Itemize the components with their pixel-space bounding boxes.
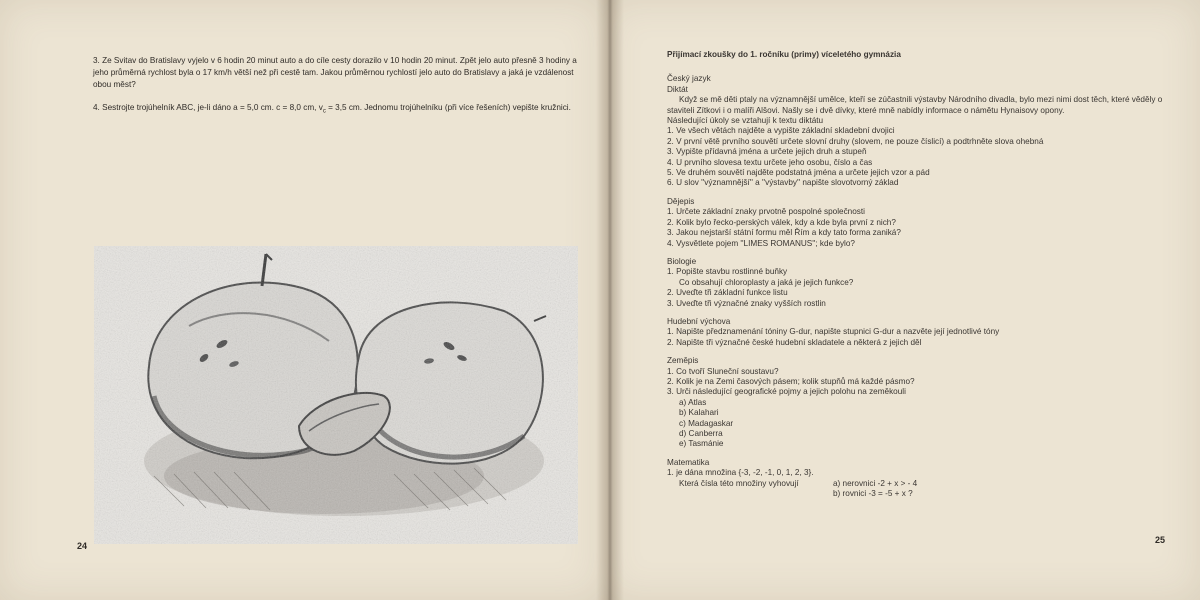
question-4-text-end: = 3,5 cm. Jednomu trojúhelníku (při více řešeních) vepište kružnici. bbox=[325, 103, 571, 112]
history-heading: Dějepis bbox=[667, 196, 695, 206]
page-title: Přijímací zkoušky do 1. ročníku (primy) víceletého gymnázia bbox=[667, 50, 901, 59]
czech-heading: Český jazyk bbox=[667, 74, 711, 84]
history-item: 2. Kolik bylo řecko-perských válek, kdy a kde byla první z nich? bbox=[667, 217, 896, 227]
czech-task: 1. Ve všech větách najděte a vypište základní skladební dvojici bbox=[667, 126, 895, 136]
czech-section bbox=[667, 74, 1167, 188]
music-item: 1. Napište předznamenání tóniny G-dur, napište stupnici G-dur a nazvěte její jednotlivé tóny bbox=[667, 327, 1000, 337]
dictation-text: Když se mě děti ptaly na významnější umělce, kteří se zúčastnili výstavby Národního divadla, bylo mezi nimi dost těch, které věděly o staviteli Zítkovi i o malíři Alšovi. Našly se i dvě dívky, které mně nabídly informace o námětu Hynaisovy opony. bbox=[667, 95, 1163, 115]
biology-item: 1. Popište stavbu rostlinné buňky bbox=[667, 267, 788, 277]
biology-item: 2. Uveďte tři základní funkce listu bbox=[667, 288, 788, 298]
question-4 bbox=[93, 102, 583, 118]
question-4-text: 4. Sestrojte trojúhelník ABC, je-li dáno a = 5,0 cm. c = 8,0 cm, v bbox=[93, 103, 323, 112]
apple-sketch-image bbox=[94, 246, 578, 544]
geography-subitem: e) Tasmánie bbox=[679, 439, 724, 449]
history-item: 1. Určete základní znaky prvotně pospolné společnosti bbox=[667, 207, 865, 217]
geography-subitem: c) Madagaskar bbox=[679, 418, 734, 428]
geography-item: 2. Kolik je na Zemi časových pásem; kolik stupňů má každé pásmo? bbox=[667, 376, 915, 386]
geography-item: 1. Co tvoří Sluneční soustavu? bbox=[667, 366, 779, 376]
page-number-left: 24 bbox=[77, 541, 88, 551]
biology-item: 3. Uveďte tři význačné znaky vyšších rostlin bbox=[667, 298, 826, 308]
biology-section bbox=[667, 257, 1167, 309]
height-subscript: c bbox=[322, 108, 326, 115]
math-section bbox=[667, 458, 1167, 500]
geography-section bbox=[667, 356, 1167, 450]
math-heading: Matematika bbox=[667, 457, 710, 467]
math-item-b: b) rovnici -3 = -5 + x ? bbox=[833, 489, 913, 499]
biology-heading: Biologie bbox=[667, 256, 697, 266]
right-page bbox=[603, 0, 1200, 600]
tasks-intro: Následující úkoly se vztahují k textu diktátu bbox=[667, 116, 824, 126]
czech-task: 4. U prvního slovesa textu určete jeho osobu, číslo a čas bbox=[667, 157, 873, 167]
czech-task: 3. Vypište přídavná jména a určete jejich druh a stupeň bbox=[667, 147, 867, 157]
math-item-left: Která čísla této množiny vyhovují bbox=[679, 478, 799, 488]
music-item: 2. Napište tři význačné české hudební skladatele a některá z jejich děl bbox=[667, 337, 922, 347]
math-spacer bbox=[667, 489, 833, 499]
history-item: 3. Jakou nejstarší státní formu měl Řím a kdy tato forma zaniká? bbox=[667, 228, 901, 238]
music-section bbox=[667, 317, 1167, 348]
page-number-right: 25 bbox=[1155, 535, 1166, 545]
czech-task: 6. U slov ''významnější'' a ''výstavby'' napište slovotvorný základ bbox=[667, 178, 899, 188]
exam-content bbox=[667, 50, 1167, 507]
biology-subitem: Co obsahují chloroplasty a jaká je jejich funkce? bbox=[679, 277, 854, 287]
question-3: 3. Ze Svitav do Bratislavy vyjelo v 6 hodin 20 minut auto a do cíle cesty dorazilo v 10 hodin 20 minut. Zpět jelo auto přesně 3 hodiny a jeho průměrná rychlost byla o 17 km/h větší než při cestě tam. Jakou průměrnou rychlostí jelo auto do Bratislavy a jaká je vzdálenost obou měst? bbox=[93, 56, 577, 89]
math-row bbox=[667, 489, 1167, 499]
dictation-label: Diktát bbox=[667, 84, 688, 94]
music-heading: Hudební výchova bbox=[667, 316, 731, 326]
geography-subitem: b) Kalahari bbox=[679, 408, 719, 418]
czech-task: 5. Ve druhém souvětí najděte podstatná jména a určete jejich vzor a pád bbox=[667, 168, 930, 178]
geography-subitem: a) Atlas bbox=[679, 397, 707, 407]
math-row bbox=[667, 479, 1167, 489]
geography-item: 3. Urči následující geografické pojmy a jejich polohu na zeměkouli bbox=[667, 387, 906, 397]
geography-heading: Zeměpis bbox=[667, 356, 699, 366]
geography-subitem: d) Canberra bbox=[679, 429, 723, 438]
math-item-a: a) nerovnici -2 + x > - 4 bbox=[833, 478, 918, 488]
history-section bbox=[667, 197, 1167, 249]
history-item: 4. Vysvětlete pojem ''LIMES ROMANUS''; kde bylo? bbox=[667, 238, 855, 248]
czech-task: 2. V první větě prvního souvětí určete slovní druhy (slovem, ne pouze číslicí) a podtrhněte slova ohebná bbox=[667, 136, 1044, 146]
math-item: 1. je dána množina {-3, -2, -1, 0, 1, 2, 3}. bbox=[667, 468, 814, 478]
